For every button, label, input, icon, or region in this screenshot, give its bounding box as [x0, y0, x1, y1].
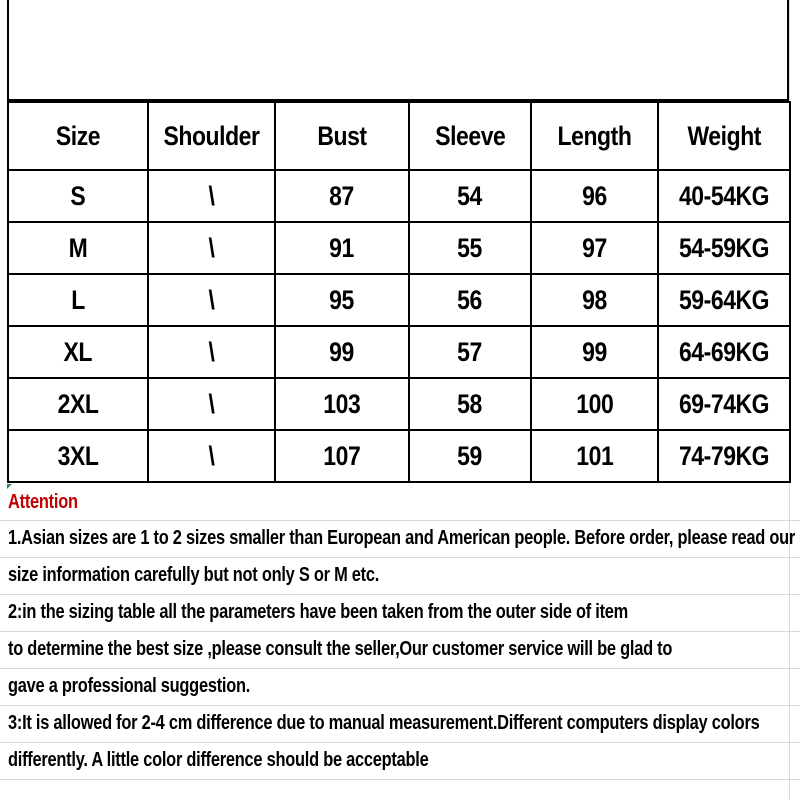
cell-value: \: [208, 388, 215, 419]
table-row: [8, 274, 790, 326]
cell-bust[interactable]: [275, 378, 409, 430]
cell-value: \: [208, 180, 215, 211]
cell-shoulder[interactable]: [148, 378, 275, 430]
cell-value: 2XL: [57, 388, 99, 419]
cell-value: 59: [457, 440, 483, 471]
cell-sleeve[interactable]: [409, 378, 531, 430]
cell-weight[interactable]: [658, 170, 790, 222]
cell-value: 54-59KG: [678, 232, 770, 263]
note-line[interactable]: differently. A little color difference should be acceptable: [8, 749, 429, 771]
cell-size[interactable]: [8, 274, 148, 326]
cell-value: \: [208, 284, 215, 315]
cell-sleeve[interactable]: [409, 274, 531, 326]
cell-value: 64-69KG: [678, 336, 770, 367]
cell-value: 58: [457, 388, 483, 419]
cell-value: 107: [323, 440, 361, 471]
empty-merged-cell[interactable]: [7, 0, 789, 101]
cell-shoulder[interactable]: [148, 430, 275, 482]
cell-value: 91: [329, 232, 355, 263]
table-row: [8, 170, 790, 222]
table-row: [8, 222, 790, 274]
cell-weight[interactable]: [658, 430, 790, 482]
cell-length[interactable]: [531, 274, 658, 326]
cell-value: 95: [329, 284, 355, 315]
cell-sleeve[interactable]: [409, 430, 531, 482]
header-label: Shoulder: [163, 120, 260, 151]
cell-bust[interactable]: [275, 222, 409, 274]
cell-length[interactable]: [531, 430, 658, 482]
cell-value: 87: [329, 180, 355, 211]
header-size[interactable]: [8, 102, 148, 170]
cell-sleeve[interactable]: [409, 222, 531, 274]
cell-value: XL: [63, 336, 93, 367]
note-line[interactable]: 2:in the sizing table all the parameters have been taken from the outer side of item: [8, 601, 629, 623]
cell-size[interactable]: [8, 326, 148, 378]
cell-value: 99: [329, 336, 355, 367]
size-chart-table: [7, 101, 791, 483]
cell-value: 59-64KG: [678, 284, 770, 315]
cell-value: 69-74KG: [678, 388, 770, 419]
cell-value: \: [208, 232, 215, 263]
cell-size[interactable]: [8, 378, 148, 430]
header-length[interactable]: [531, 102, 658, 170]
cell-value: S: [70, 180, 86, 211]
header-label: Sleeve: [434, 120, 506, 151]
cell-shoulder[interactable]: [148, 326, 275, 378]
cell-weight[interactable]: [658, 378, 790, 430]
cell-value: \: [208, 336, 215, 367]
cell-value: L: [71, 284, 85, 315]
note-line[interactable]: 3:It is allowed for 2-4 cm difference due to manual measurement.Different computers display colors: [8, 712, 760, 734]
cell-sleeve[interactable]: [409, 326, 531, 378]
cell-length[interactable]: [531, 222, 658, 274]
cell-shoulder[interactable]: [148, 274, 275, 326]
note-line[interactable]: to determine the best size ,please consult the seller,Our customer service will be glad to: [8, 638, 673, 660]
cell-bust[interactable]: [275, 170, 409, 222]
cell-value: 98: [582, 284, 607, 315]
cell-shoulder[interactable]: [148, 170, 275, 222]
cell-value: 100: [575, 388, 614, 419]
cell-shoulder[interactable]: [148, 222, 275, 274]
cell-length[interactable]: [531, 326, 658, 378]
cell-size[interactable]: [8, 170, 148, 222]
header-shoulder[interactable]: [148, 102, 275, 170]
header-row: [8, 102, 790, 170]
notes-section: [8, 484, 796, 779]
note-line[interactable]: 1.Asian sizes are 1 to 2 sizes smaller than European and American people. Before order, please read our: [8, 527, 796, 549]
cell-value: 101: [575, 440, 614, 471]
cell-value: 103: [323, 388, 361, 419]
table-row: [8, 430, 790, 482]
cell-bust[interactable]: [275, 274, 409, 326]
cell-value: M: [68, 232, 88, 263]
cell-value: 74-79KG: [678, 440, 770, 471]
header-weight[interactable]: [658, 102, 790, 170]
cell-value: 97: [582, 232, 607, 263]
table-row: [8, 326, 790, 378]
header-bust[interactable]: [275, 102, 409, 170]
cell-length[interactable]: [531, 378, 658, 430]
note-line[interactable]: gave a professional suggestion.: [8, 675, 251, 697]
header-label: Bust: [317, 120, 367, 151]
table-row: [8, 378, 790, 430]
gridline: [0, 779, 800, 780]
header-label: Length: [557, 120, 632, 151]
cell-weight[interactable]: [658, 274, 790, 326]
cell-value: 54: [457, 180, 483, 211]
cell-length[interactable]: [531, 170, 658, 222]
cell-sleeve[interactable]: [409, 170, 531, 222]
attention-label[interactable]: Attention: [8, 491, 78, 513]
cell-weight[interactable]: [658, 326, 790, 378]
cell-size[interactable]: [8, 222, 148, 274]
cell-value: 56: [457, 284, 483, 315]
cell-value: 99: [582, 336, 607, 367]
note-line[interactable]: size information carefully but not only S or M etc.: [8, 564, 380, 586]
cell-size[interactable]: [8, 430, 148, 482]
header-label: Weight: [687, 120, 761, 151]
header-sleeve[interactable]: [409, 102, 531, 170]
cell-value: 96: [582, 180, 607, 211]
cell-value: 55: [457, 232, 483, 263]
cell-bust[interactable]: [275, 430, 409, 482]
cell-value: \: [208, 440, 215, 471]
header-label: Size: [55, 120, 101, 151]
cell-bust[interactable]: [275, 326, 409, 378]
cell-value: 57: [457, 336, 483, 367]
cell-weight[interactable]: [658, 222, 790, 274]
cell-value: 40-54KG: [678, 180, 770, 211]
cell-value: 3XL: [57, 440, 99, 471]
